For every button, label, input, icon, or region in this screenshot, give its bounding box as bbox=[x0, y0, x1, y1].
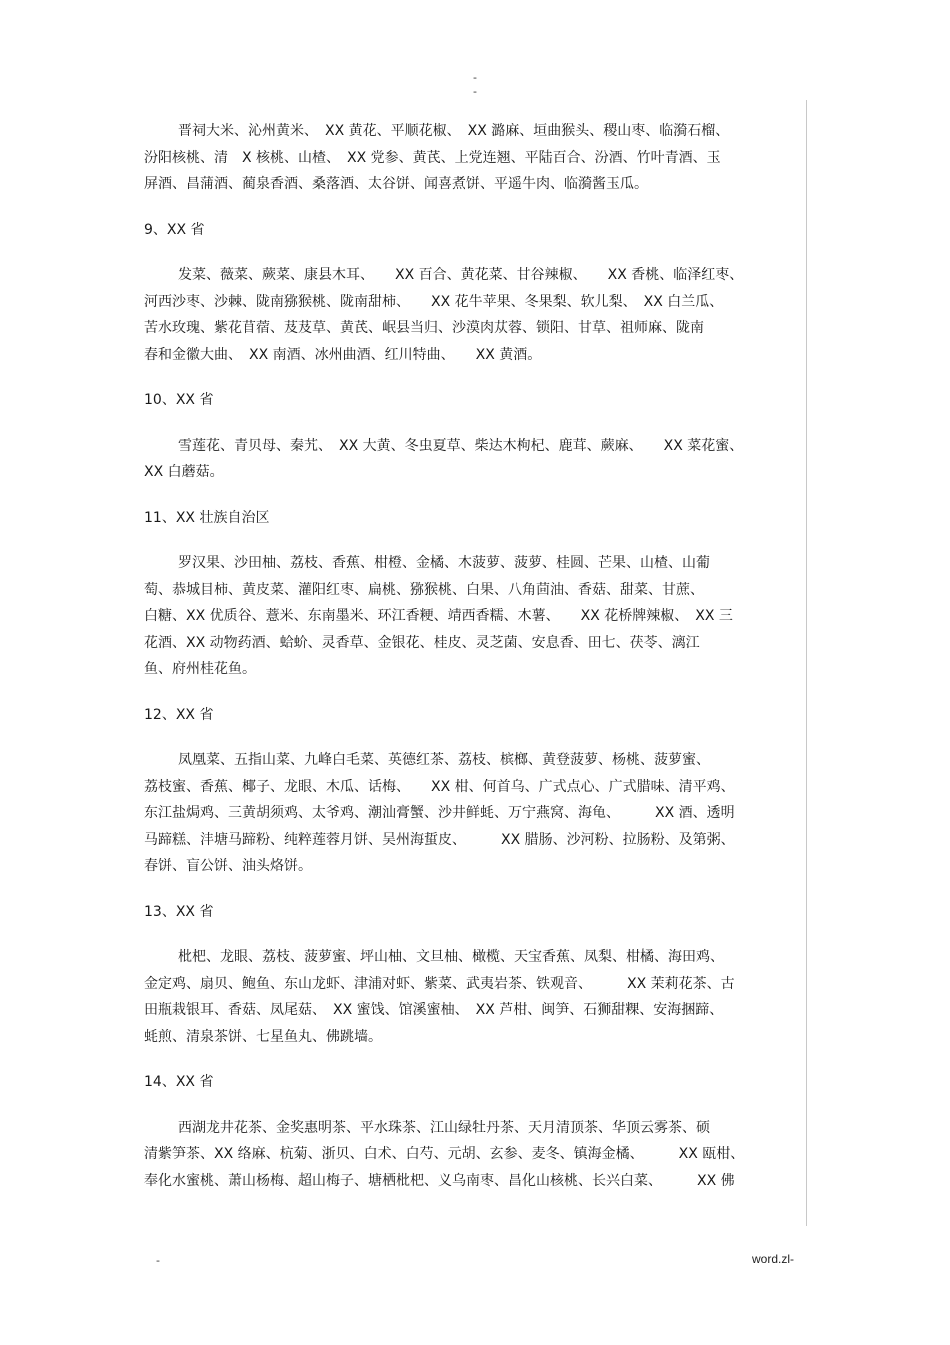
document-body bbox=[144, 118, 806, 1194]
paragraph-line: 春和金徽大曲、 XX 南酒、冰州曲酒、红川特曲、 XX 黄酒。 bbox=[144, 346, 542, 363]
paragraph-line: 晋祠大米、沁州黄米、 XX 黄花、平顺花椒、 XX 潞麻、垣曲猴头、稷山枣、临漪石榴、 bbox=[178, 123, 730, 139]
section-heading: 11、XX 壮族自治区 bbox=[144, 509, 270, 526]
section-paragraph bbox=[144, 118, 806, 198]
paragraph-line: 凤凰菜、五指山菜、九峰白毛菜、英德红茶、荔枝、槟榔、黄登菠萝、杨桃、菠萝蜜、 bbox=[178, 752, 710, 768]
section-paragraph bbox=[144, 747, 806, 880]
header-mark-bottom: - bbox=[473, 85, 477, 98]
section-paragraph bbox=[144, 944, 806, 1050]
paragraph-line: 发菜、薇菜、蕨菜、康县木耳、 XX 百合、黄花菜、甘谷辣椒、 XX 香桃、临泽红枣、 bbox=[178, 267, 744, 283]
section-heading: 13、XX 省 bbox=[144, 903, 214, 920]
section-heading: 9、XX 省 bbox=[144, 221, 205, 238]
paragraph-line: 奉化水蜜桃、萧山杨梅、超山梅子、塘栖枇杷、义乌南枣、昌化山核桃、长兴白菜、 XX 佛 bbox=[144, 1172, 735, 1189]
paragraph-line: 白糖、XX 优质谷、薏米、东南墨米、环江香粳、靖西香糯、木薯、 XX 花桥牌辣椒、 XX 三 bbox=[144, 608, 733, 624]
paragraph-line: 汾阳核桃、清 X 核桃、山楂、 XX 党参、黄芪、上党连翘、平陆百合、汾酒、竹叶青酒、玉 bbox=[144, 149, 721, 166]
paragraph-line: 河西沙枣、沙棘、陇南猕猴桃、陇南甜柿、 XX 花牛苹果、冬果梨、软儿梨、 XX 白兰瓜、 bbox=[144, 293, 724, 310]
paragraph-line: 清紫笋茶、XX 络麻、杭菊、浙贝、白术、白芍、元胡、玄参、麦冬、镇海金橘、 XX 瓯柑、 bbox=[144, 1146, 745, 1162]
paragraph-line: 雪莲花、青贝母、秦艽、 XX 大黄、冬虫夏草、柴达木枸杞、鹿茸、蕨麻、 XX 菜花蜜、 bbox=[178, 437, 744, 454]
section-heading: 14、XX 省 bbox=[144, 1074, 214, 1090]
paragraph-line: 罗汉果、沙田柚、荔枝、香蕉、柑橙、金橘、木菠萝、菠萝、桂圆、芒果、山楂、山葡 bbox=[178, 555, 710, 571]
section-paragraph bbox=[144, 1115, 806, 1195]
right-margin-rule bbox=[806, 100, 807, 1226]
section-paragraph bbox=[144, 262, 806, 368]
paragraph-line: 东江盐焗鸡、三黄胡须鸡、太爷鸡、潮汕膏蟹、沙井鲜蚝、万宁燕窝、海龟、 XX 酒、透明 bbox=[144, 805, 735, 821]
paragraph-line: 西湖龙井花茶、金奖惠明茶、平水珠茶、江山绿牡丹茶、天月清顶茶、华顶云雾茶、硕 bbox=[178, 1119, 710, 1136]
footer-mark: - bbox=[156, 1254, 160, 1267]
paragraph-line: 苦水玫瑰、紫花苜蓿、芨芨草、黄芪、岷县当归、沙漠肉苁蓉、锁阳、甘草、祖师麻、陇南 bbox=[144, 320, 704, 336]
paragraph-line: 萄、恭城目柿、黄皮菜、灌阳红枣、扁桃、猕猴桃、白果、八角茴油、香菇、甜菜、甘蔗、 bbox=[144, 581, 704, 598]
section-heading: 12、XX 省 bbox=[144, 706, 214, 723]
footer-text: word.zl- bbox=[752, 1252, 795, 1266]
paragraph-line: 田瓶栽银耳、香菇、凤尾菇、 XX 蜜饯、馆溪蜜柚、 XX 芦柑、闽笋、石狮甜粿、安海捆蹄、 bbox=[144, 1002, 724, 1018]
paragraph-line: 马蹄糕、沣塘马蹄粉、纯粹莲蓉月饼、吴州海蜇皮、 XX 腊肠、沙河粉、拉肠粉、及第粥、 bbox=[144, 831, 735, 848]
paragraph-line: 蚝煎、清泉茶饼、七星鱼丸、佛跳墙。 bbox=[144, 1028, 382, 1045]
paragraph-line: 鱼、府州桂花鱼。 bbox=[144, 661, 256, 677]
section-paragraph bbox=[144, 433, 806, 486]
section-heading: 10、XX 省 bbox=[144, 392, 214, 408]
paragraph-line: 枇杷、龙眼、荔枝、菠萝蜜、坪山柚、文旦柚、橄榄、天宝香蕉、凤梨、柑橘、海田鸡、 bbox=[178, 949, 724, 965]
section-paragraph bbox=[144, 550, 806, 683]
paragraph-line: 荔枝蜜、香蕉、椰子、龙眼、木瓜、话梅、 XX 柑、何首乌、广式点心、广式腊味、清平鸡、 bbox=[144, 778, 735, 795]
paragraph-line: 花酒、XX 动物药酒、蛤蚧、灵香草、金银花、桂皮、灵芝菌、安息香、田七、茯苓、漓江 bbox=[144, 634, 700, 651]
paragraph-line: 屏酒、昌蒲酒、蔺泉香酒、桑落酒、太谷饼、闻喜煮饼、平遥牛肉、临漪酱玉瓜。 bbox=[144, 176, 648, 192]
paragraph-line: XX 白蘑菇。 bbox=[144, 464, 224, 480]
paragraph-line: 春饼、盲公饼、油头烙饼。 bbox=[144, 858, 312, 874]
paragraph-line: 金定鸡、扇贝、鲍鱼、东山龙虾、津浦对虾、紫菜、武夷岩茶、铁观音、 XX 茉莉花茶、古 bbox=[144, 975, 735, 992]
header-mark-top: - bbox=[473, 71, 477, 84]
